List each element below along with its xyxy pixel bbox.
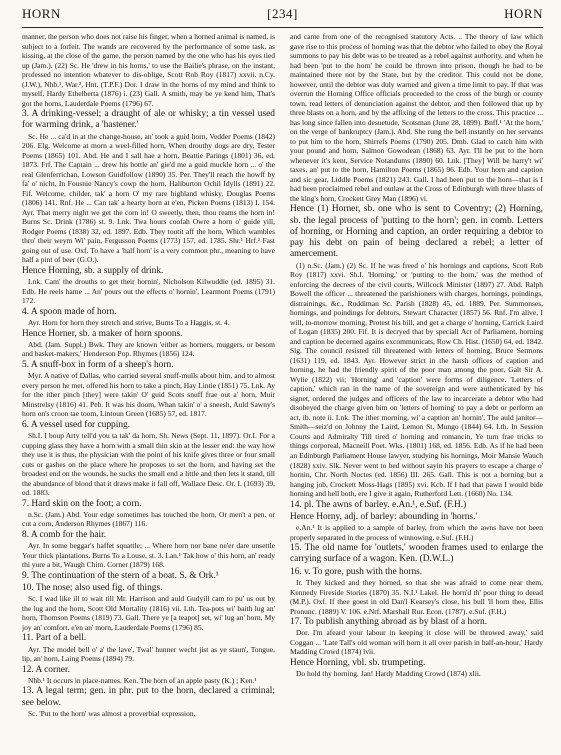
sense-heading: 8. A comb for the hair.: [22, 529, 107, 540]
citation-paragraph: Ir. They kicked and they horned, so that she was afraid to come near them, Kennedy Fireside Stories (1870) 35. N.I.¹ Lakel. He horn'd th' poor thing to deead (M.P.). Oxf. If thee goest in old Dan'l Kearsey's close, his bull 'll horn thee, Ellis Pronunc. (1889) V. 106. e.Nrf. Marshall Rur. Econ. (1787). e.Suf. (F.H.): [290, 578, 543, 616]
sense-heading: Hence (1) Horner, sb. one who is sent to Coventry; (2) Horning, sb. the legal process of 'putting to the horn'; gen. in comb. Letters of horning, or Horning and caption, an order requiring a debtor to pay his debt on pain of being declared a rebel; a letter of amercement.: [290, 204, 543, 260]
sense-heading: Hence Horner, sb. a maker of horn spoons.: [22, 328, 183, 339]
header-left-word: HORN: [22, 6, 61, 21]
left-column: [22, 32, 275, 747]
sense-heading: Hence Horning, sb. a supply of drink.: [22, 265, 164, 276]
header-rule: [22, 27, 543, 28]
citation-paragraph: Do hold thy horning. Jan! Hardy Madding Crowd (1874) xlii.: [296, 669, 481, 679]
sense-heading: 13. A legal term; gen. in phr. put to the horn, declared a criminal; see below.: [22, 686, 275, 708]
page-header: [22, 6, 543, 24]
citation-paragraph: e.An.¹ It is applied to a sample of barley, from which the awns have not been properly separated in the process of winnowing. e.Suf. (F.H.): [290, 523, 543, 542]
header-right-word: HORN: [504, 6, 543, 21]
sense-heading: 3. A drinking-vessel; a draught of ale or whisky; a tin vessel used for warming drink, a 'hastener.': [22, 109, 275, 131]
citation-paragraph: Lnk. Cam' the drouths to get their hornin', Nicholson Kilwuddie (ed. 1895) 31. Edb. He reels hame ... An' pours out the effects o' hornin', Learmont Poems (1791) 172.: [22, 277, 275, 306]
citation-paragraph: Sc. I wad like ill to wait till Mr. Harrison and auld Gudyill cam to pu' us out by the lug and the horn, Scott Old Mortality (1816) vii. Lth. Tea-pots wi' baith lug an' horn, Thomson Poems (1819) 73. Gall. There ye [a teapot] set, wi' lug an' horn, My joy an' comfort, e'en an' morn, Lauderdale Poems (1796) 85.: [22, 594, 275, 632]
page-number: [234]: [267, 6, 298, 21]
sense-heading: 14. pl. The awns of barley. e.An.¹, e.Suf. (F.H.): [290, 499, 467, 510]
right-column: [290, 32, 543, 747]
text-columns: [22, 32, 543, 747]
sense-heading: 10. The nose; also used fig. of things.: [22, 583, 163, 594]
citation-paragraph: manner, the person who does not raise his finger, when a horned animal is named, is subject to a forfeit. The wands are recovered by the performance of some task, as kissing, at the close of the game, the person named by the one who has his eyes tied up (Jam.). (22) Sc. He 'drew in his horns,' to use the Bailie's phrase, on the instant, professed no intention whatever to dis-oblige, Scott Rob Roy (1817) xxvii. n.Cy. (J.W.), Nhb.¹, War.², Hnt. (T.P.F.) Dor. I draw in the horns of my mind and think to myself, Hardy Ethelberta (1876) i. (23) Gall. A smith, may be ye kend him, That's got the horns, Lauderdale Poems (1796) 67.: [22, 32, 275, 108]
sense-heading: 15. The old name for 'outlets,' wooden frames used to enlarge the carrying surface of a wagon. Ken. (D.W.L.): [290, 543, 543, 565]
sense-heading: 7. Hard skin on the foot; a corn.: [22, 498, 142, 509]
citation-paragraph: n.Sc. (Jam.) Abd. Your edge sometimes has touched the horn, Or men't a pen, or cut a corn, Anderson Rhymes (1867) 116.: [22, 509, 275, 529]
sense-heading: 17. To publish anything abroad as by blast of a horn.: [290, 617, 488, 628]
citation-paragraph: Abd. (Jam. Suppl.) Bwk. They are known 'either as horners, muggers, or besom and basket-makers,' Henderson Pop. Rhymes (1856) 124.: [22, 339, 275, 359]
citation-paragraph: Sc. He ... ca'd in at the change-house, an' took a guid horn, Vedder Poems (1842) 206. Elg. Welcome at morn a weel-filled horn, When drouthy dogs are dry, Tester Poems (1865) 101. Abd. He and I sall hae a horn, Beattie Parings (1801) 36, ed. 1873. Frf. The Captain ... drew his bottle an' gie'd me a guid muckle horn ... o' the real Glenferrichan, Lowson Guidfollow (1890) 35. Per. They'll reach the howff by fa' o' nicht, In Fousnie Nancy's cowp the horn, Haliburton Ochil Idylls (1891) 22. Fif. Welcome, childer, tak' a horn O' my rare highland whisky, Douglas Poems (1806) 141. Rnf. He ... Can tak' a hearty horn at e'en, Picken Poems (1813) I. 154. Ayr. That merry night we get the corn in! O sweetly, then, thou reams the horn in! Burns Sc. Drink (1786) st. 9. Lnk. Twa hours coofah Owre a horn o' guide yill, Rodger Poems (1838) 32, ed. 1897. Edb. They toutit aff the horn, Which wambles thro' their weym Wi' pain, Fergusson Poems (1773) 157, ed. 1785. Shr.¹ Hrf.² Fast going out of use. Oxf. To have a 'half horn' is a very common phr., meaning to have half a pint of beer (G.O.).: [22, 131, 275, 265]
citation-paragraph: and came from one of the recognised statutory Acts. .. The theory of law which gave rise to this process of horning was that the debtor who failed to obey the Royal summons to pay his debt was to be treated as a rebel against authority, and when he had been 'put to the horn' he could be thrown into prison, though he had to be maintained there not by the State, but by the creditor. This could not be done, however, until the debtor was duly warned and given a time limit to pay. If that was overrun the Horning Office officials proceeded to the cross of the burgh or county town, read letters of denunciation against the debtor, and then followed that up by three blasts on a horn, and by the affixing of the letters to the cross. This practice ... has long since fallen into desuetude, Scotsman (June 28, 1899). Bnff.¹ 'At the horn,' on the verge of bankruptcy (Jam.). Abd. She rung the bell instantly on her servants to put him to the horn, Shirrefs Poems (1790) 205. Dmb. Glad to catch him with your pound and horn, Salmon Gowodean (1868) 63. Ayr. I'll be put to the horn whenever it's kent, Service Notandums (1890) 60. Lnk. [They] Will be harry't wi' taxes, an' put to the horn, Hamilton Poems (1865) 96. Edb. Your horn and caption and sic gear, Liddle Poems (1821) 243. Gall. I had been put to the horn—that is I had been proclaimed rebel and outlaw at the Cross of Edinburgh with three blasts of the king's horn, Crockett Grey Man (1896) vi.: [290, 32, 543, 203]
sense-heading: 5. A snuff-box in form of a sheep's horn.: [22, 359, 174, 370]
sense-heading: 16. v. To gore, push with the horns.: [290, 566, 423, 577]
citation-paragraph: Ayr. Horn for horn they stretch and strive, Burns To a Haggis, st. 4.: [28, 318, 230, 328]
citation-paragraph: (1) n.Sc. (Jam.) (2) Sc. If he was freed o' his hornings and captions, Scott Rob Roy (1817) xxvi. Sh.I. 'Horning,' or 'putting to the horn,' was the method of enforcing the decrees of the civil courts, Willcock Minister (1897) 27. Abd. Ralph Bowell the officer ... threatened the parishioners with charges, hornings, poindings, distrainings, &c., Ruddiman Sc. Parish (1828) 45, ed. 1889. Per. Summonses, hornings, and poindings for debtors, Stewart Character (1857) 56. Rnf. I'm alive, I will, to-morrow morning, Protest his bill, and get a charge o' horning, Carrick Laird of Logan (1835) 200. Fif. It is decryed that by speciall Act of Parliament, horning and caption be decerned agains excommunicats, Row Ch. Hist. (1650) 64, ed. 1842. Slg. The council resisted till threatened with letters of horning, Bruce Sermons (1631) 119, ed. 1843. Ayr. However strict in the harsh offices of caption and horning, he had the friendly spirit of the poor man among the poor, Galt Sir A. Wylie (1822) vii; 'Horning' and 'caption' were forms of diligence. 'Letters of caption,' which ran in the name of the sovereign and were authenticated by his signet, ordered the judges and officers of the law to incarcerate a debtor who had disobeyed the charge given him on 'letters of horning' to pay a debt or perform an act, ib. note ii. Lnk. The ither morning, wi' a caption an' hornin', The auld janitor—Smith—seiz'd on Johnny the Laird, Lemon St. Mungo (1844) 64. Lth. In Session Courts and Admiralty Till tired o' horning and romancin, Ye turn frae tricks to things corporeal, Macneill Poet. Wks. (1801) 168, ed. 1856. Edb. As if he had been an Edinburgh Parliament House lawyer, studying his hornings, Moir Mansie Wauch (1828) xxiv. Slk. Never went to bed without sayin his prayers to escape a charge o' hornin, Chr. North Noctes (ed. 1856) III. 265. Gall. This is not a horning but a hanging job, Crockett Moss-Hags (1895) xvi. Kcb. If I had that pawn I would bide horning and hell both, ere I give it again, Rutherford Lett. (1660) No. 134.: [290, 260, 543, 499]
sense-heading: Hence Horny, adj. of barley: abounding in 'horns.': [290, 511, 478, 522]
citation-paragraph: Ayr. In some beggar's haffet squattle; ... Where horn nor bane ne'er dare unsettle Your thick plantations, Burns To a Louse, st. 3. Lan.¹ Tak how o' this horn, an' ready thi yure a bit, Waugh Chim. Corner (1879) 168.: [22, 541, 275, 570]
sense-heading: 4. A spoon made of horn.: [22, 306, 117, 317]
citation-paragraph: Myr. A native of Dallas, who carried several snuff-mulls about him, and to almost every person he met, offered his horn to take a pinch, Hay Lintie (1851) 75. Lnk. Ay for the ither pinch [they] were takin' O' guid Scots snuff frae out a' horn, Muir Minstrelsy (1816) 41. Peb. It was his doom, Whan takin' o' a sneesh, Auld Sawny's horn on's croon tae toom, Lintoun Green (1685) 57, ed. 1817.: [22, 371, 275, 419]
sense-heading: 12. A corner.: [22, 664, 70, 675]
sense-heading: 11. Part of a bell.: [22, 633, 87, 644]
citation-paragraph: Ayr. The model bell o' a' the lave', Twal' hunner wecht jist as ye staun', Tongue, lip, an' horn, Laing Poems (1894) 79.: [22, 644, 275, 664]
sense-heading: 9. The continuation of the stern of a boat. S. & Ork.¹: [22, 570, 219, 581]
citation-paragraph: Sh.I. I boup Arty tell'd you ta tak' da horn, Sh. News (Sept. 11, 1897). Or.I. For a cupping glass they have a horn with a small thin skin at the lesser end: the way how they use it is thus, the physician with the point of his knife gives three or four small cuts or gashes on the place where he proposes to set the horn, and having set the broadest end on the wounds, he sucks the small end a little and then lets it stand, till the abundance of blood that it draws make it fall off, Wallace Desc. Or. I. (1693) 39, ed. 1883.: [22, 430, 275, 498]
citation-paragraph: Sc. 'Put to the horn' was almost a proverbial expression,: [28, 709, 196, 719]
sense-heading: 6. A vessel used for cupping.: [22, 419, 131, 430]
citation-paragraph: Dor. I'm afeard your labour in keeping it close will be throwed away,' said Coggan ... 'Late Tall's old woman will horn it all over parish in half-an-hour,' Hardy Madding Crowd (1874) lvii.: [290, 628, 543, 657]
sense-heading: Hence Horning, vbl. sb. trumpeting.: [290, 657, 426, 668]
citation-paragraph: Nhb.¹ It occurs in place-names. Ken. The horn of an apple pasty (K.) ; Ken.¹: [28, 675, 257, 685]
